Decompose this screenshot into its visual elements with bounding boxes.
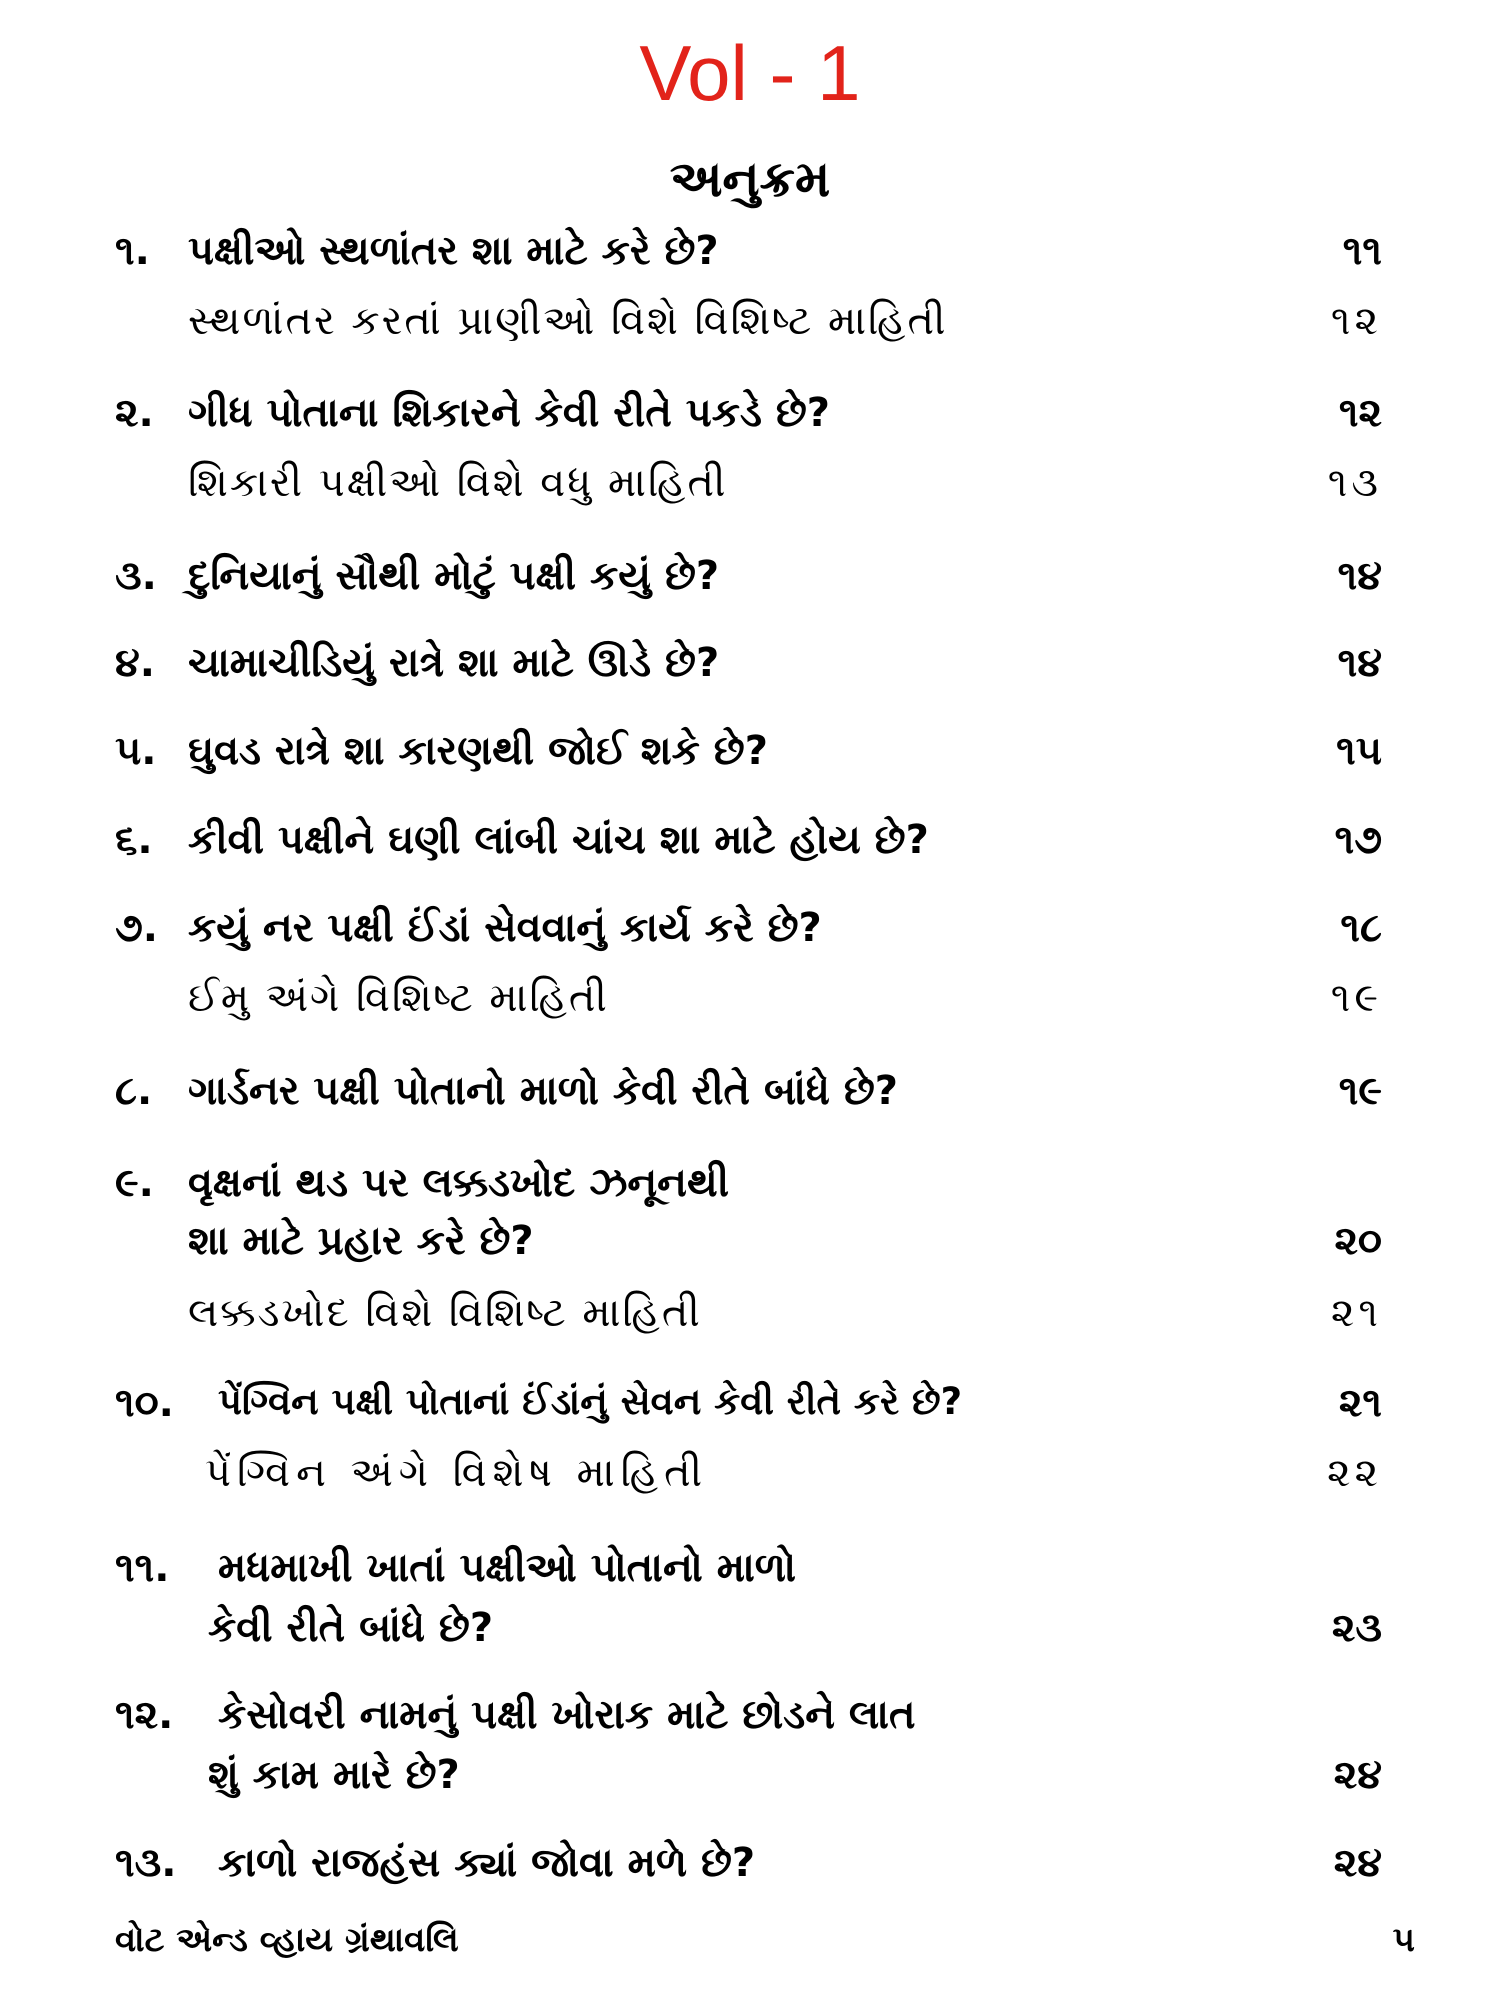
subentry-page: ૨૧ (1330, 1290, 1382, 1336)
entry-page: ૧૨ (1338, 390, 1382, 436)
entry-page: ૨૧ (1338, 1380, 1382, 1426)
entry-page: ૧૭ (1334, 817, 1382, 863)
entry-page: ૨૪ (1333, 1752, 1382, 1798)
entry-page: ૨૩ (1331, 1605, 1382, 1651)
entry-number: ૮. (115, 1068, 153, 1114)
toc-title: અનુક્રમ (669, 150, 831, 208)
entry-number: ૬. (115, 817, 153, 863)
entry-page: ૨૦ (1334, 1218, 1382, 1264)
entry-page: ૧૮ (1340, 905, 1382, 951)
entry-number: ૨. (115, 390, 154, 436)
entry-title-line2: શું કામ મારે છે? (208, 1752, 460, 1798)
entry-title: પેંગ્વિન પક્ષી પોતાનાં ઈંડાંનું સેવન કેવી રીતે કરે છે? (218, 1380, 963, 1423)
entry-title: કીવી પક્ષીને ઘણી લાંબી ચાંચ શા માટે હોય છે? (188, 817, 929, 863)
entry-title: કાળો રાજહંસ ક્યાં જોવા મળે છે? (218, 1840, 756, 1886)
entry-page: ૧૯ (1338, 1068, 1382, 1114)
entry-title: ઘુવડ રાત્રે શા કારણથી જોઈ શકે છે? (188, 728, 768, 774)
entry-title: ચામાચીડિયું રાત્રે શા માટે ઊડે છે? (188, 640, 720, 686)
entry-number: ૧૦. (115, 1380, 174, 1426)
entry-number: ૧. (115, 228, 150, 274)
entry-title: કયું નર પક્ષી ઈંડાં સેવવાનું કાર્ય કરે છે? (188, 905, 822, 951)
entry-title-line2: કેવી રીતે બાંધે છે? (208, 1605, 494, 1651)
entry-number: ૧૩. (115, 1840, 177, 1886)
entry-page: ૧૫ (1336, 728, 1382, 774)
subentry-page: ૨૨ (1327, 1450, 1382, 1496)
subentry-title: સ્થળાંતર કરતાં પ્રાણીઓ વિશે વિશિષ્ટ માહિતી (188, 298, 948, 344)
entry-page: ૧૧ (1342, 228, 1382, 274)
entry-number: ૭. (115, 905, 158, 951)
entry-title-line1: વૃક્ષનાં થડ પર લક્કડખોદ ઝનૂનથી (188, 1160, 730, 1206)
series-name: વોટ એન્ડ વ્હાય ગ્રંથાવલિ (115, 1920, 459, 1960)
entry-number: ૧૨. (115, 1692, 174, 1738)
entry-title: પક્ષીઓ સ્થળાંતર શા માટે કરે છે? (188, 228, 719, 274)
page-number: ૫ (1392, 1920, 1415, 1960)
entry-title-line2: શા માટે પ્રહાર કરે છે? (188, 1218, 534, 1264)
entry-title: ગાર્ડનર પક્ષી પોતાનો માળો કેવી રીતે બાંધે છે? (188, 1068, 898, 1114)
entry-title-line1: મધમાખી ખાતાં પક્ષીઓ પોતાનો માળો (218, 1545, 796, 1591)
entry-number: ૩. (115, 553, 157, 599)
entry-page: ૧૪ (1337, 640, 1382, 686)
subentry-title: પેંગ્વિન અંગે વિશેષ માહિતી (205, 1450, 709, 1496)
subentry-page: ૧૯ (1330, 975, 1382, 1021)
entry-title-line1: કેસોવરી નામનું પક્ષી ખોરાક માટે છોડને લાત (218, 1692, 916, 1738)
subentry-page: ૧૩ (1327, 460, 1382, 506)
entry-number: ૧૧. (115, 1545, 170, 1591)
entry-number: ૯. (115, 1160, 154, 1206)
subentry-title: ઈમુ અંગે વિશિષ્ટ માહિતી (188, 975, 609, 1021)
entry-number: ૪. (115, 640, 155, 686)
entry-title: દુનિયાનું સૌથી મોટું પક્ષી કયું છે? (188, 553, 720, 599)
entry-title: ગીધ પોતાના શિકારને કેવી રીતે પકડે છે? (188, 390, 830, 436)
volume-label: Vol - 1 (639, 29, 861, 117)
subentry-page: ૧૨ (1330, 298, 1382, 344)
entry-page: ૧૪ (1337, 553, 1382, 599)
subentry-title: શિકારી પક્ષીઓ વિશે વધુ માહિતી (188, 460, 728, 506)
subentry-title: લક્કડખોદ વિશે વિશિષ્ટ માહિતી (188, 1290, 702, 1336)
entry-page: ૨૪ (1333, 1840, 1382, 1886)
entry-number: ૫. (115, 728, 157, 774)
